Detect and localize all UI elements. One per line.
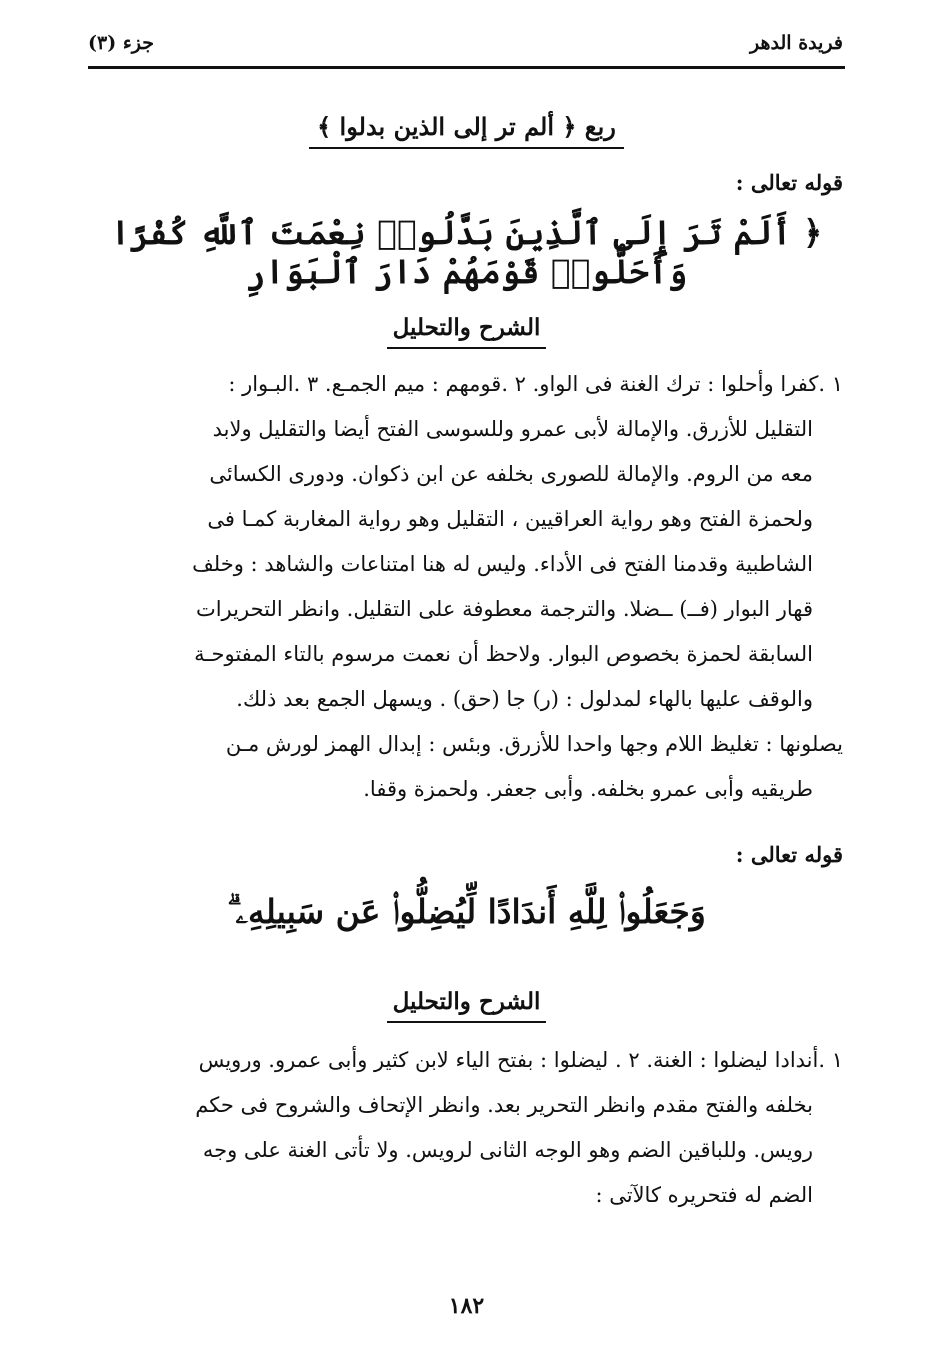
text-line: رويس. وللباقين الضم وهو الوجه الثانى لرويس. ولا تأتى الغنة على وجه <box>202 1138 813 1162</box>
heading-text: الشرح والتحليل <box>387 988 547 1023</box>
text-line: ١ .أندادا ليضلوا : الغنة. ٢ . ليضلوا : بفتح الياء لابن كثير وأبى عمرو. ورويس <box>198 1048 843 1072</box>
rub-title: ربع ﴿ ألم تر إلى الذين بدلوا ﴾ <box>309 112 624 149</box>
part-number: جزء (٣) <box>88 32 154 54</box>
text-line: طريقيه وأبى عمرو بخلفه. وأبى جعفر. ولحمزة وقفا. <box>363 777 813 801</box>
qawluh-label-2 <box>90 842 843 867</box>
running-header <box>88 32 843 62</box>
text-line: الضم له فتحريره كالآتى : <box>595 1183 813 1207</box>
qawluh-text: قوله تعالى : <box>735 842 843 867</box>
text-line: يصلونها : تغليظ اللام وجها واحدا للأزرق. وبئس : إبدال الهمز لورش مـن <box>225 732 843 756</box>
qawluh-label-1 <box>90 170 843 195</box>
verse-2: وَجَعَلُوا۟ لِلَّهِ أَندَادًا لِّيُضِلُّوا۟ عَن سَبِيلِهِۦ ۗ <box>227 892 706 931</box>
text-line: ١ .كفرا وأحلوا : ترك الغنة فى الواو. ٢ .قومهم : ميم الجمـع. ٣ .البـوار : <box>228 372 843 396</box>
verse-1: ﴿ أَلَمْ تَرَ إِلَى ٱلَّذِينَ بَدَّلُوا۟ نِعْمَتَ ٱللَّهِ كُفْرًا وَأَحَلُّوا۟ قَوْمَهُمْ دَارَ ٱلْبَوَارِ <box>110 213 823 291</box>
qawluh-text: قوله تعالى : <box>735 170 843 195</box>
commentary-paragraph-2 <box>88 1038 843 1218</box>
header-rule <box>88 66 845 69</box>
text-line: معه من الروم. والإمالة للصورى بخلفه عن ابن ذكوان. ودورى الكسائى <box>209 462 813 486</box>
text-line: والوقف عليها بالهاء لمدلول : (ر) جا (حق) . ويسهل الجمع بعد ذلك. <box>236 687 813 711</box>
section-title <box>0 112 933 149</box>
text-line: ولحمزة الفتح وهو رواية العراقيين ، التقليل وهو رواية المغاربة كمـا فى <box>207 507 813 531</box>
commentary-paragraph-1 <box>88 362 843 812</box>
page-number: ١٨٢ <box>448 1293 485 1319</box>
commentary-heading-1 <box>0 314 933 349</box>
commentary-heading-2 <box>0 988 933 1023</box>
text-line: قهار البوار (فــ) ــضلا. والترجمة معطوفة على التقليل. وانظر التحريرات <box>195 597 813 621</box>
heading-text: الشرح والتحليل <box>387 314 547 349</box>
text-line: السابقة لحمزة بخصوص البوار. ولاحظ أن نعمت مرسوم بالتاء المفتوحـة <box>194 642 813 666</box>
book-title: فريدة الدهر <box>750 32 843 54</box>
text-line: الشاطبية وقدمنا الفتح فى الأداء. وليس له هنا امتناعات والشاهد : وخلف <box>192 552 813 576</box>
text-line: بخلفه والفتح مقدم وانظر التحرير بعد. وانظر الإتحاف والشروح فى حكم <box>195 1093 813 1117</box>
text-line: التقليل للأزرق. والإمالة لأبى عمرو وللسوسى الفتح أيضا والتقليل ولابد <box>212 417 813 441</box>
